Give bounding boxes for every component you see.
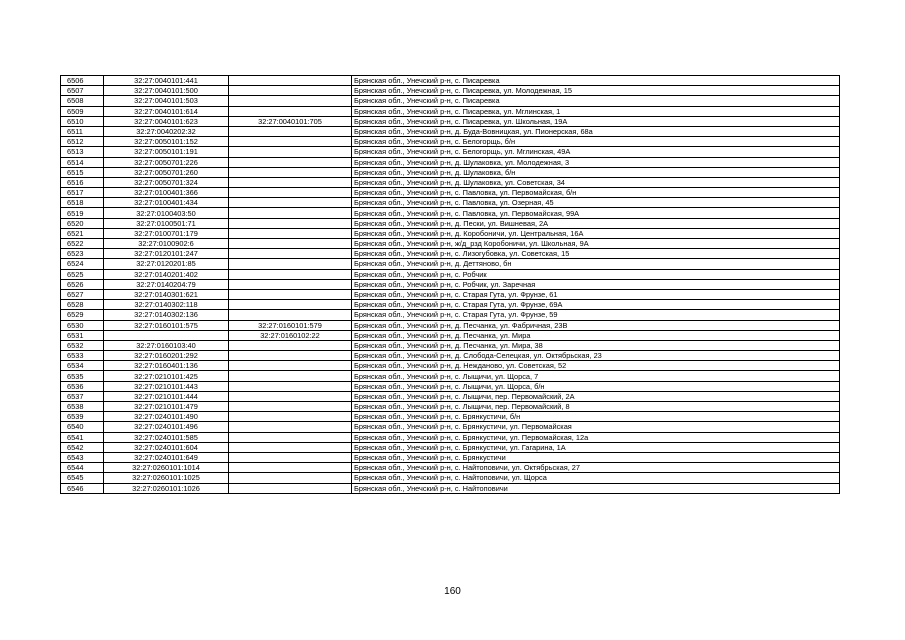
row-number-cell: 6511 [61, 126, 104, 136]
cadastral-number-cell: 32:27:0140302:136 [104, 310, 229, 320]
cadastral-number-cell: 32:27:0210101:479 [104, 402, 229, 412]
row-number-cell: 6540 [61, 422, 104, 432]
related-cadastral-number-cell [229, 177, 352, 187]
cadastral-number-cell: 32:27:0100501:71 [104, 218, 229, 228]
row-number-cell: 6535 [61, 371, 104, 381]
table-row [61, 96, 840, 106]
row-number-cell: 6517 [61, 188, 104, 198]
table-row [61, 157, 840, 167]
table-row [61, 259, 840, 269]
related-cadastral-number-cell [229, 463, 352, 473]
related-cadastral-number-cell [229, 188, 352, 198]
table-row [61, 137, 840, 147]
related-cadastral-number-cell: 32:27:0040101:705 [229, 116, 352, 126]
cadastral-number-cell: 32:27:0210101:425 [104, 371, 229, 381]
cadastral-number-cell: 32:27:0260101:1026 [104, 483, 229, 493]
table-row [61, 361, 840, 371]
related-cadastral-number-cell: 32:27:0160101:579 [229, 320, 352, 330]
address-cell: Брянская обл., Унечский р-н, с. Лыщичи, ул. Щорса, 7 [352, 371, 840, 381]
related-cadastral-number-cell [229, 167, 352, 177]
table-row [61, 412, 840, 422]
row-number-cell: 6526 [61, 279, 104, 289]
address-cell: Брянская обл., Унечский р-н, с. Писаревка, ул. Молодежная, 15 [352, 86, 840, 96]
table-row [61, 126, 840, 136]
row-number-cell: 6536 [61, 381, 104, 391]
related-cadastral-number-cell [229, 147, 352, 157]
cadastral-number-cell: 32:27:0050101:152 [104, 137, 229, 147]
related-cadastral-number-cell [229, 391, 352, 401]
address-cell: Брянская обл., Унечский р-н, д. Песчанка, ул. Фабричная, 23В [352, 320, 840, 330]
row-number-cell: 6523 [61, 249, 104, 259]
address-cell: Брянская обл., Унечский р-н, с. Найтоповичи, ул. Октябрьская, 27 [352, 463, 840, 473]
cadastral-number-cell: 32:27:0120101:247 [104, 249, 229, 259]
table-row [61, 340, 840, 350]
address-cell: Брянская обл., Унечский р-н, с. Брянкустичи [352, 452, 840, 462]
table-row [61, 147, 840, 157]
table-row [61, 300, 840, 310]
row-number-cell: 6524 [61, 259, 104, 269]
table-row [61, 198, 840, 208]
cadastral-number-cell: 32:27:0040101:614 [104, 106, 229, 116]
address-cell: Брянская обл., Унечский р-н, с. Писаревка [352, 96, 840, 106]
related-cadastral-number-cell [229, 442, 352, 452]
table-row [61, 371, 840, 381]
address-cell: Брянская обл., Унечский р-н, с. Павловка, ул. Первомайская, 99А [352, 208, 840, 218]
address-cell: Брянская обл., Унечский р-н, с. Павловка, ул. Озерная, 45 [352, 198, 840, 208]
address-cell: Брянская обл., Унечский р-н, с. Лыщичи, пер. Первомайский, 8 [352, 402, 840, 412]
row-number-cell: 6507 [61, 86, 104, 96]
address-cell: Брянская обл., Унечский р-н, д. Буда-Вовницкая, ул. Пионерская, 68а [352, 126, 840, 136]
address-cell: Брянская обл., Унечский р-н, с. Лыщичи, пер. Первомайский, 2А [352, 391, 840, 401]
table-row [61, 177, 840, 187]
address-cell: Брянская обл., Унечский р-н, с. Брянкустичи, ул. Первомайская, 12а [352, 432, 840, 442]
table-row [61, 289, 840, 299]
address-cell: Брянская обл., Унечский р-н, с. Старая Гута, ул. Фрунзе, 61 [352, 289, 840, 299]
table-row [61, 452, 840, 462]
table-row [61, 106, 840, 116]
address-cell: Брянская обл., Унечский р-н, д. Песчанка, ул. Мира [352, 330, 840, 340]
address-cell: Брянская обл., Унечский р-н, д. Нежданово, ул. Советская, 52 [352, 361, 840, 371]
table-row [61, 269, 840, 279]
cadastral-number-cell: 32:27:0210101:443 [104, 381, 229, 391]
address-cell: Брянская обл., Унечский р-н, с. Робчик, ул. Заречная [352, 279, 840, 289]
cadastral-number-cell: 32:27:0160201:292 [104, 351, 229, 361]
cadastral-number-cell [104, 330, 229, 340]
cadastral-number-cell: 32:27:0050101:191 [104, 147, 229, 157]
row-number-cell: 6528 [61, 300, 104, 310]
row-number-cell: 6515 [61, 167, 104, 177]
cadastral-number-cell: 32:27:0040101:503 [104, 96, 229, 106]
cadastral-number-cell: 32:27:0050701:260 [104, 167, 229, 177]
related-cadastral-number-cell [229, 76, 352, 86]
table-row [61, 86, 840, 96]
row-number-cell: 6510 [61, 116, 104, 126]
table-row [61, 473, 840, 483]
row-number-cell: 6530 [61, 320, 104, 330]
cadastral-number-cell: 32:27:0240101:585 [104, 432, 229, 442]
cadastral-number-cell: 32:27:0040101:623 [104, 116, 229, 126]
row-number-cell: 6533 [61, 351, 104, 361]
related-cadastral-number-cell [229, 249, 352, 259]
address-cell: Брянская обл., Унечский р-н, д. Шулаковка, ул. Советская, 34 [352, 177, 840, 187]
row-number-cell: 6531 [61, 330, 104, 340]
address-cell: Брянская обл., Унечский р-н, с. Брянкустичи, б/н [352, 412, 840, 422]
address-cell: Брянская обл., Унечский р-н, с. Старая Гута, ул. Фрунзе, 69А [352, 300, 840, 310]
cadastral-number-cell: 32:27:0100401:434 [104, 198, 229, 208]
table-row [61, 218, 840, 228]
cadastral-number-cell: 32:27:0050701:324 [104, 177, 229, 187]
cadastral-number-cell: 32:27:0100701:179 [104, 228, 229, 238]
cadastral-number-cell: 32:27:0160101:575 [104, 320, 229, 330]
row-number-cell: 6537 [61, 391, 104, 401]
table-row [61, 188, 840, 198]
address-cell: Брянская обл., Унечский р-н, ж/д_рзд Коробоничи, ул. Школьная, 9А [352, 239, 840, 249]
cadastral-number-cell: 32:27:0120201:85 [104, 259, 229, 269]
address-cell: Брянская обл., Унечский р-н, д. Слобода-Селецкая, ул. Октябрьская, 23 [352, 351, 840, 361]
table-row [61, 381, 840, 391]
row-number-cell: 6546 [61, 483, 104, 493]
related-cadastral-number-cell [229, 483, 352, 493]
row-number-cell: 6539 [61, 412, 104, 422]
cadastral-number-cell: 32:27:0240101:604 [104, 442, 229, 452]
row-number-cell: 6520 [61, 218, 104, 228]
related-cadastral-number-cell [229, 310, 352, 320]
address-cell: Брянская обл., Унечский р-н, с. Белогорщь, ул. Мглинская, 49А [352, 147, 840, 157]
row-number-cell: 6541 [61, 432, 104, 442]
table-row [61, 320, 840, 330]
cadastral-number-cell: 32:27:0260101:1025 [104, 473, 229, 483]
cadastral-number-cell: 32:27:0260101:1014 [104, 463, 229, 473]
row-number-cell: 6513 [61, 147, 104, 157]
row-number-cell: 6542 [61, 442, 104, 452]
related-cadastral-number-cell [229, 137, 352, 147]
row-number-cell: 6532 [61, 340, 104, 350]
address-cell: Брянская обл., Унечский р-н, с. Брянкустичи, ул. Первомайская [352, 422, 840, 432]
row-number-cell: 6545 [61, 473, 104, 483]
row-number-cell: 6506 [61, 76, 104, 86]
related-cadastral-number-cell [229, 300, 352, 310]
address-cell: Брянская обл., Унечский р-н, с. Писаревка, ул. Мглинская, 1 [352, 106, 840, 116]
row-number-cell: 6525 [61, 269, 104, 279]
cadastral-number-cell: 32:27:0240101:649 [104, 452, 229, 462]
related-cadastral-number-cell [229, 402, 352, 412]
row-number-cell: 6514 [61, 157, 104, 167]
table-row [61, 279, 840, 289]
row-number-cell: 6538 [61, 402, 104, 412]
row-number-cell: 6522 [61, 239, 104, 249]
table-row [61, 422, 840, 432]
related-cadastral-number-cell [229, 289, 352, 299]
page-number: 160 [444, 586, 461, 597]
cadastral-number-cell: 32:27:0040202:32 [104, 126, 229, 136]
related-cadastral-number-cell [229, 340, 352, 350]
related-cadastral-number-cell [229, 452, 352, 462]
address-cell: Брянская обл., Унечский р-н, д. Шулаковка, б/н [352, 167, 840, 177]
related-cadastral-number-cell [229, 208, 352, 218]
cadastral-number-cell: 32:27:0140302:118 [104, 300, 229, 310]
related-cadastral-number-cell [229, 422, 352, 432]
related-cadastral-number-cell [229, 198, 352, 208]
table-row [61, 228, 840, 238]
related-cadastral-number-cell [229, 269, 352, 279]
table-row [61, 442, 840, 452]
cadastral-number-cell: 32:27:0040101:441 [104, 76, 229, 86]
table-row [61, 330, 840, 340]
row-number-cell: 6519 [61, 208, 104, 218]
cadastral-number-cell: 32:27:0210101:444 [104, 391, 229, 401]
cadastral-number-cell: 32:27:0240101:490 [104, 412, 229, 422]
table-row [61, 351, 840, 361]
cadastral-number-cell: 32:27:0040101:500 [104, 86, 229, 96]
related-cadastral-number-cell [229, 218, 352, 228]
table-row [61, 76, 840, 86]
row-number-cell: 6521 [61, 228, 104, 238]
address-cell: Брянская обл., Унечский р-н, д. Песчанка, ул. Мира, 38 [352, 340, 840, 350]
table-row [61, 463, 840, 473]
address-cell: Брянская обл., Унечский р-н, с. Белогорщь, б/н [352, 137, 840, 147]
cadastral-number-cell: 32:27:0050701:226 [104, 157, 229, 167]
row-number-cell: 6534 [61, 361, 104, 371]
related-cadastral-number-cell [229, 157, 352, 167]
table-row [61, 432, 840, 442]
cadastral-number-cell: 32:27:0160401:136 [104, 361, 229, 371]
address-cell: Брянская обл., Унечский р-н, д. Шулаковка, ул. Молодежная, 3 [352, 157, 840, 167]
cadastral-number-cell: 32:27:0100902:6 [104, 239, 229, 249]
address-cell: Брянская обл., Унечский р-н, д. Деттяново, бн [352, 259, 840, 269]
related-cadastral-number-cell [229, 259, 352, 269]
table-row [61, 167, 840, 177]
related-cadastral-number-cell [229, 239, 352, 249]
related-cadastral-number-cell [229, 106, 352, 116]
related-cadastral-number-cell [229, 412, 352, 422]
cadastral-number-cell: 32:27:0140201:402 [104, 269, 229, 279]
row-number-cell: 6544 [61, 463, 104, 473]
related-cadastral-number-cell [229, 361, 352, 371]
address-cell: Брянская обл., Унечский р-н, с. Брянкустичи, ул. Гагарина, 1А [352, 442, 840, 452]
address-cell: Брянская обл., Унечский р-н, с. Найтоповичи [352, 483, 840, 493]
cadastral-number-cell: 32:27:0240101:496 [104, 422, 229, 432]
row-number-cell: 6518 [61, 198, 104, 208]
address-cell: Брянская обл., Унечский р-н, с. Старая Гута, ул. Фрунзе, 59 [352, 310, 840, 320]
row-number-cell: 6516 [61, 177, 104, 187]
table-row [61, 483, 840, 493]
related-cadastral-number-cell [229, 432, 352, 442]
related-cadastral-number-cell [229, 86, 352, 96]
address-cell: Брянская обл., Унечский р-н, с. Робчик [352, 269, 840, 279]
table-row [61, 391, 840, 401]
cadastral-number-cell: 32:27:0140301:621 [104, 289, 229, 299]
address-cell: Брянская обл., Унечский р-н, д. Пески, ул. Вишневая, 2А [352, 218, 840, 228]
table-row [61, 310, 840, 320]
related-cadastral-number-cell [229, 473, 352, 483]
address-cell: Брянская обл., Унечский р-н, с. Лизогубовка, ул. Советская, 15 [352, 249, 840, 259]
related-cadastral-number-cell: 32:27:0160102:22 [229, 330, 352, 340]
table-row [61, 208, 840, 218]
row-number-cell: 6527 [61, 289, 104, 299]
cadastral-number-cell: 32:27:0100401:366 [104, 188, 229, 198]
table-row [61, 402, 840, 412]
table-row [61, 116, 840, 126]
related-cadastral-number-cell [229, 371, 352, 381]
row-number-cell: 6512 [61, 137, 104, 147]
row-number-cell: 6529 [61, 310, 104, 320]
cadastral-number-cell: 32:27:0100403:50 [104, 208, 229, 218]
address-cell: Брянская обл., Унечский р-н, с. Найтоповичи, ул. Щорса [352, 473, 840, 483]
row-number-cell: 6509 [61, 106, 104, 116]
row-number-cell: 6543 [61, 452, 104, 462]
registry-table-body [61, 76, 840, 494]
cadastral-number-cell: 32:27:0140204:79 [104, 279, 229, 289]
related-cadastral-number-cell [229, 126, 352, 136]
table-row [61, 249, 840, 259]
address-cell: Брянская обл., Унечский р-н, с. Писаревка, ул. Школьная, 19А [352, 116, 840, 126]
related-cadastral-number-cell [229, 96, 352, 106]
cadastral-number-cell: 32:27:0160103:40 [104, 340, 229, 350]
related-cadastral-number-cell [229, 228, 352, 238]
address-cell: Брянская обл., Унечский р-н, с. Писаревка [352, 76, 840, 86]
address-cell: Брянская обл., Унечский р-н, с. Лыщичи, ул. Щорса, б/н [352, 381, 840, 391]
address-cell: Брянская обл., Унечский р-н, д. Коробоничи, ул. Центральная, 16А [352, 228, 840, 238]
related-cadastral-number-cell [229, 381, 352, 391]
registry-table [60, 75, 840, 494]
row-number-cell: 6508 [61, 96, 104, 106]
address-cell: Брянская обл., Унечский р-н, с. Павловка, ул. Первомайская, б/н [352, 188, 840, 198]
related-cadastral-number-cell [229, 279, 352, 289]
table-row [61, 239, 840, 249]
related-cadastral-number-cell [229, 351, 352, 361]
